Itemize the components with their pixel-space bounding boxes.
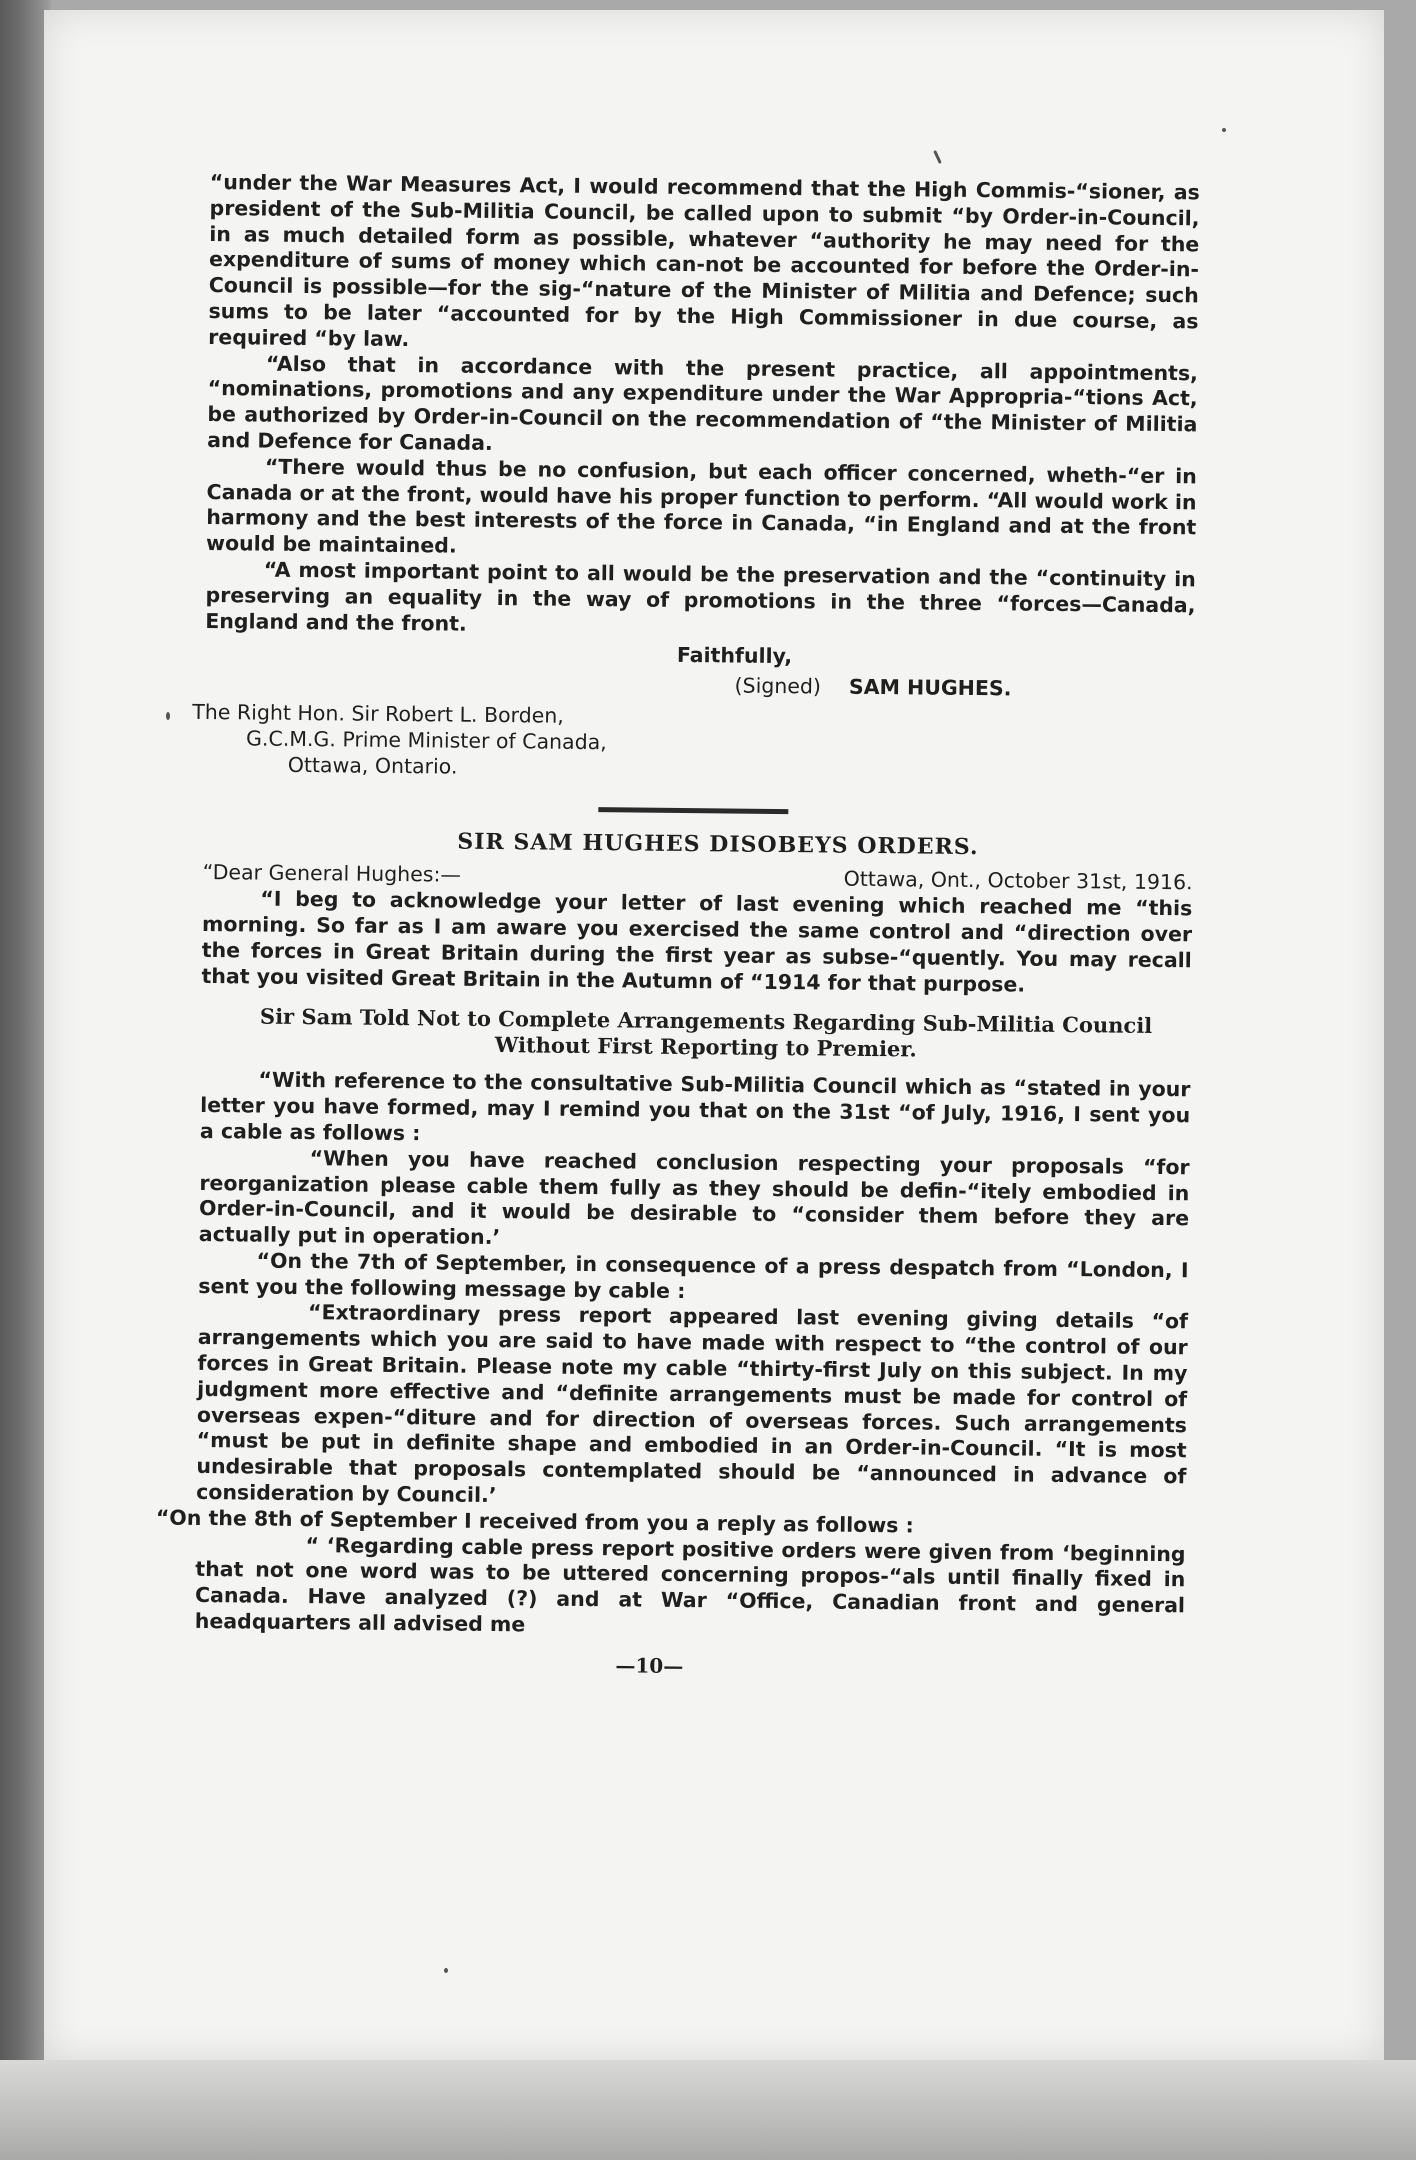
page-number: —10— — [615, 1653, 684, 1678]
page-text — [155, 170, 1200, 1683]
addressee-line: The Right Hon. Sir Robert L. Borden, — [192, 699, 564, 728]
quoted-cable: “When you have reached conclusion respecting your proposals “for reorganization please cable them fully as they should be defin‑“itely embodied in Order-in-Council, and it would be desirable to “consider them before they are actually put in operation.’ — [198, 1145, 1190, 1250]
ink-speck — [444, 1968, 448, 1973]
ink-speck — [166, 712, 170, 720]
addressee — [192, 699, 1195, 788]
body-paragraph: “There would thus be no confusion, but each officer concerned, wheth‑“er in Canada or at the front, would have his proper function to perform. “All would work in harmony and the best interests of the force in Canada, “in England and at the front would be maintained. — [205, 454, 1197, 558]
body-paragraph: “A most important point to all would be the preservation and the “continuity in preserving an equality in the way of promotions in the three “forces—Canada, England and the front. — [205, 557, 1196, 636]
signature-line — [205, 668, 1195, 704]
addressee-line: Ottawa, Ontario. — [287, 752, 458, 779]
closing: Faithfully, — [676, 643, 793, 669]
quoted-cable: “ ‘Regarding cable press report positive orders were given from ‘beginning that not one word was to be uttered concerning propos‑“als until finally fixed in Canada. Have analyzed (?) and at War “Office, Canadian front and general headquarters all advised me — [194, 1532, 1186, 1637]
dateline: Ottawa, Ont., October 31st, 1916. — [843, 867, 1193, 895]
ink-speck — [1222, 128, 1226, 132]
body-paragraph: “I beg to acknowledge your letter of last evening which reached me “this morning. So far as I am aware you exercised the same control and “direction over the forces in Great Britain during the first year as subse‑“quently. You may recall that you visited Great Britain in the Autumn of “1914 for that purpose. — [201, 886, 1193, 997]
addressee-line: G.C.M.G. Prime Minister of Canada, — [245, 726, 607, 754]
section-divider — [598, 807, 788, 814]
quoted-cable: “Extraordinary press report appeared last evening giving details “of arrangements which you are said to have made with respect to “the control of our forces in Great Britain. Please note my cable “thirty-first July on this subject. In my judgment more effective and “definite arrangements must be made for control of overseas expen‑“diture and for direction of overseas forces. Such arrangements “must be put in definite shape and embodied in an Order-in-Council. “It is most undesirable that proposals contemplated should be “announced in advance of consideration by Council.’ — [196, 1300, 1189, 1508]
body-paragraph: “With reference to the consultative Sub-Militia Council which as “stated in your letter you have formed, may I remind you that on the 31st “of July, 1916, I sent you a cable as follows : — [199, 1067, 1191, 1146]
subheading: Sir Sam Told Not to Complete Arrangements Regarding Sub-Militia Council Without First Reporting to Premier. — [259, 1003, 1153, 1062]
body-paragraph: “On the 8th of September I received from you a reply as follows : — [155, 1505, 914, 1538]
salutation: “Dear General Hughes:— — [202, 860, 462, 887]
section-heading: SIR SAM HUGHES DISOBEYS ORDERS. — [457, 828, 979, 861]
body-paragraph: “under the War Measures Act, I would recommend that the High Commis‑“sioner, as president of the Sub-Militia Council, be called upon to submit “by Order-in-Council, in as much detailed form as possible, whatever “authority he may need for the expenditure of sums of money which can‑not be accounted for before the Order-in-Council is possible—for the sig‑“nature of the Minister of Militia and Defence; such sums to be later “accounted for by the High Commissioner in due course, as required “by law. — [208, 170, 1200, 351]
signed-label: (Signed) — [734, 673, 822, 699]
signer-name: SAM HUGHES. — [848, 674, 1012, 701]
scan-bottom-margin — [0, 2060, 1416, 2160]
body-paragraph: “On the 7th of September, in consequence of a press despatch from “London, I sent you the following message by cable : — [198, 1248, 1189, 1303]
body-paragraph: “Also that in accordance with the present practice, all appointments, “nominations, promotions and any expenditure under the War Appropria‑“tions Act, be authorized by Order-in-Council on the recommendation of “the Minister of Militia and Defence for Canada. — [207, 351, 1199, 455]
